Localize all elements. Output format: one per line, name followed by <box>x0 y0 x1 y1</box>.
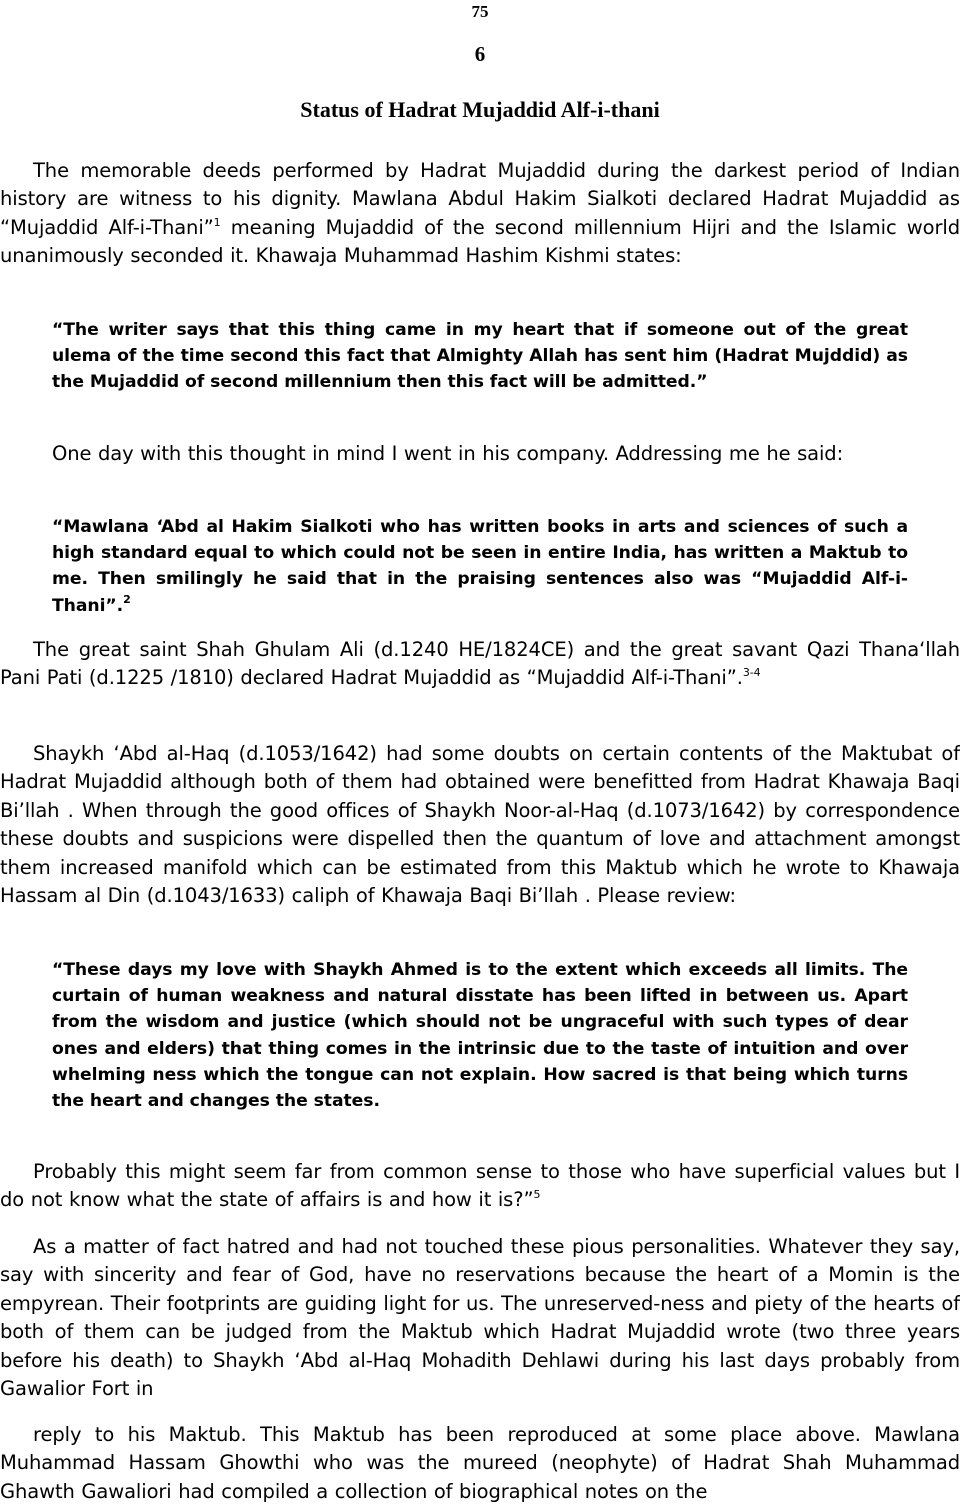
footnote-marker: 5 <box>533 1188 541 1202</box>
paragraph-text: meaning Mujaddid of the second millennium Hijri and the Islamic world unanimously seconded it. Khawaja Muhammad Hashim Kishmi states: <box>0 215 960 268</box>
block-quote-maktub <box>52 957 908 1114</box>
footnote-marker: 1 <box>213 215 221 229</box>
quote-text: “The writer says that this thing came in my heart that if someone out of the great ulema of the time second this fact that Almighty Allah has sent him (Hadrat Mujddid) as the Mujaddid of second millennium then this fact will be admitted.” <box>52 320 908 393</box>
paragraph-text: The memorable deeds performed by Hadrat Mujaddid during the darkest period of Indian history are witness to his dignity. Mawlana Abdul Hakim Sialkoti declared Hadrat Mujaddid as “Mujaddid Alf-i-Thani” <box>0 159 960 239</box>
paragraph-common-sense <box>0 1158 960 1215</box>
paragraph-text: Probably this might seem far from common sense to those who have superficial values but I do not know what the state of affairs is and how it is?” <box>0 1160 960 1212</box>
quote-text: “These days my love with Shaykh Ahmed is to the extent which exceeds all limits. The curtain of human weakness and natural disstate has been lifted in between us. Apart from the wisdom and justice (which should not be ungraceful with such types of dear ones and elders) that thing comes in the intrinsic due to the taste of intuition and over whelming ness which the tongue can not explain. How sacred is that being which turns the heart and changes the states. <box>52 960 908 1112</box>
quote-text: “Mawlana ‘Abd al Hakim Sialkoti who has written books in arts and sciences of such a high standard equal to which could not be seen in entire India, has written a Maktub to me. Then smilingly he said that in the praising sentences also was “Mujaddid Alf-i-Thani”. <box>52 517 908 616</box>
block-quote-kishmi <box>52 317 908 396</box>
footnote-marker: 2 <box>123 592 131 606</box>
paragraph-intro <box>0 157 960 271</box>
paragraph-company <box>52 440 908 468</box>
chapter-number: 6 <box>474 42 486 66</box>
paragraph-text: The great saint Shah Ghulam Ali (d.1240 HE/1824CE) and the great savant Qazi Thana‘llah Pani Pati (d.1225 /1810) declared Hadrat Mujaddid as “Mujaddid Alf-i-Thani”. <box>0 638 960 690</box>
chapter-title: Status of Hadrat Mujaddid Alf-i-thani <box>300 97 660 122</box>
paragraph-text: One day with this thought in mind I went in his company. Addressing me he said: <box>52 442 844 465</box>
footnote-marker: 3-4 <box>742 666 761 680</box>
page-number: 75 <box>471 2 489 21</box>
paragraph-text: Shaykh ‘Abd al-Haq (d.1053/1642) had some doubts on certain contents of the Maktubat of Hadrat Mujaddid although both of them had obtained were benefitted from Hadrat Khawaja Baqi Bi’llah . When through the good offices of Shaykh Noor-al-Haq (d.1073/1642) by correspondence these doubts and suspicions were dispelled then the quantum of love and attachment amongst them increased manifold which can be estimated from this Maktub which he wrote to Khawaja Hassam al Din (d.1043/1633) caliph of Khawaja Baqi Bi’llah . Please review: <box>0 742 960 908</box>
paragraph-hatred <box>0 1233 960 1403</box>
paragraph-reply <box>0 1421 960 1506</box>
paragraph-ghulam-ali <box>0 636 960 693</box>
block-quote-sialkoti <box>52 514 908 619</box>
paragraph-text: As a matter of fact hatred and had not touched these pious personalities. Whatever they say, say with sincerity and fear of God, have no reservations because the heart of a Momin is the empyrean. Their footprints are guiding light for us. The unreserved-ness and piety of the hearts of both of them can be judged from the Maktub which Hadrat Mujaddid wrote (two three years before his death) to Shaykh ‘Abd al-Haq Mohadith Dehlawi during his last days probably from Gawalior Fort in <box>0 1235 960 1401</box>
paragraph-abd-al-haq <box>0 740 960 910</box>
paragraph-text: reply to his Maktub. This Maktub has been reproduced at some place above. Mawlana Muhammad Hassam Ghowthi who was the mureed (neophyte) of Hadrat Shah Muhammad Ghawth Gawaliori had compiled a collection of biographical notes on the <box>0 1423 960 1503</box>
